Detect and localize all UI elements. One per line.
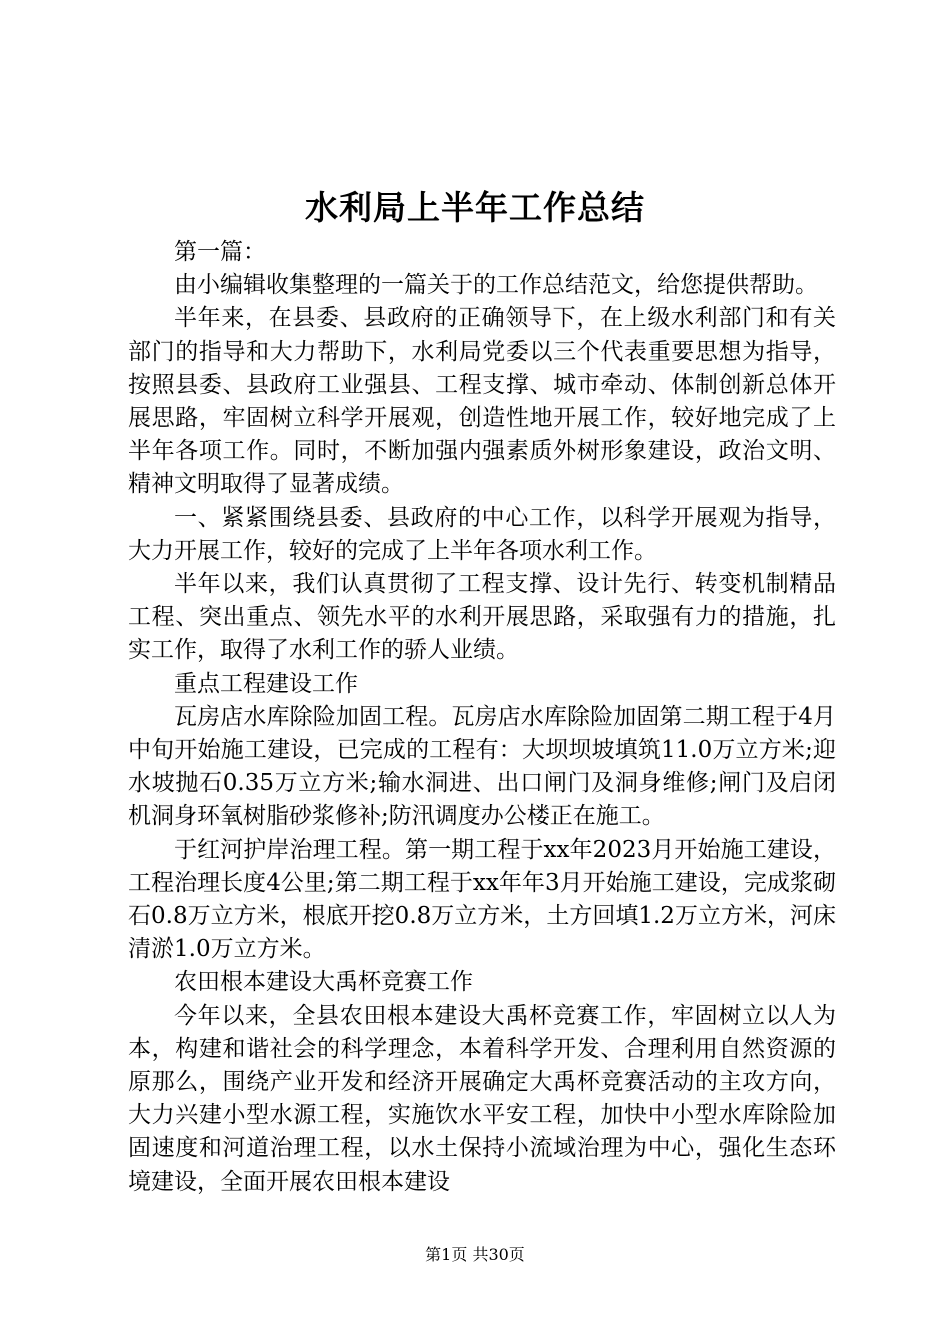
paragraph-subheading-dayu-cup: 农田根本建设大禹杯竞赛工作 (174, 969, 473, 996)
paragraph-half-year: 半年以来，我们认真贯彻了工程支撑、设计先行、转变机制精品工程、突出重点、领先水平的水利开展思路，采取强有力的措施，扎实工作，取得了水利工作的骄人业绩。 (128, 571, 836, 664)
paragraph-wafangdian-reservoir: 瓦房店水库除险加固工程。瓦房店水库除险加固第二期工程于4月中旬开始施工建设，已完成的工程有：大坝坝坡填筑11.0万立方米;迎水坡抛石0.35万立方米;输水洞进、出口闸门及洞身维修;闸门及启闭机洞身环氧树脂砂浆修补;防汛调度办公楼正在施工。 (128, 703, 836, 830)
paragraph-section-heading: 第一篇： (174, 239, 266, 265)
paragraph-overview: 半年来，在县委、县政府的正确领导下，在上级水利部门和有关部门的指导和大力帮助下，水利局党委以三个代表重要思想为指导，按照县委、县政府工业强县、工程支撑、城市牵动、体制创新总体开展思路，牢固树立科学开展观，创造性地开展工作，较好地完成了上半年各项工作。同时，不断加强内强素质外树形象建设，政治文明、精神文明取得了显著成绩。 (128, 305, 836, 498)
paragraph-yuhong-river: 于红河护岸治理工程。第一期工程于xx年2023月开始施工建设，工程治理长度4公里;第二期工程于xx年年3月开始施工建设，完成浆砌石0.8万立方米，根底开挖0.8万立方米，土方回填1.2万立方米，河床清淤1.0万立方米。 (128, 836, 836, 963)
paragraph-subheading-key-projects: 重点工程建设工作 (174, 670, 358, 697)
paragraph-point-one: 一、紧紧围绕县委、县政府的中心工作，以科学开展观为指导，大力开展工作，较好的完成了上半年各项水利工作。 (128, 504, 836, 564)
paragraph-intro: 由小编辑收集整理的一篇关于的工作总结范文，给您提供帮助。 (174, 272, 818, 299)
paragraph-dayu-cup-work: 今年以来，全县农田根本建设大禹杯竞赛工作，牢固树立以人为本，构建和谐社会的科学理念，本着科学开发、合理利用自然资源的原那么，围绕产业开发和经济开展确定大禹杯竞赛活动的主攻方向，大力兴建小型水源工程，实施饮水平安工程，加快中小型水库除险加固速度和河道治理工程，以水土保持小流域治理为中心，强化生态环境建设，全面开展农田根本建设 (128, 1002, 836, 1195)
document-title: 水利局上半年工作总结 (305, 188, 645, 227)
document-body (128, 236, 836, 1199)
page-footer: 第1页 共30页 (425, 1245, 525, 1264)
